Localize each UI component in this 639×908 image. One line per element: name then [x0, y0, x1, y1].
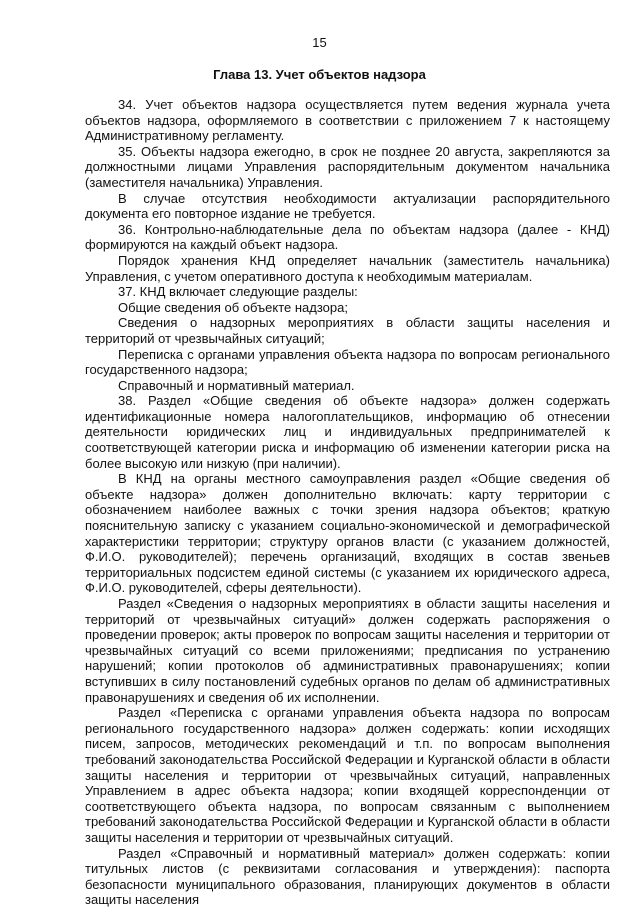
section-list-item: Переписка с органами управления объекта надзора по вопросам регионального государственного надзора;: [85, 346, 610, 378]
chapter-title: Глава 13. Учет объектов надзора: [213, 67, 426, 82]
section-list-item: Справочный и нормативный материал.: [118, 377, 355, 393]
paragraph-37: 37. КНД включает следующие разделы:: [118, 284, 358, 300]
paragraph-section-reference: Раздел «Справочный и нормативный материал» должен содержать: копии титульных листов (с реквизитами согласования и утверждения): паспорта безопасности муниципального образования, планирующих документов в области защиты населения: [85, 845, 610, 908]
section-list-item: Сведения о надзорных мероприятиях в области защиты населения и территорий от чрезвычайных ситуаций;: [85, 315, 610, 346]
document-body: [85, 97, 610, 908]
paragraph-38: 38. Раздел «Общие сведения об объекте надзора» должен содержать идентификационные номера налогоплательщиков, информацию об отнесении деятельности юридических лиц и индивидуальных предпринимателей к соответствующей категории риска и информацию об изменении категории риска на более высокую или низкую (при наличии).: [85, 393, 610, 471]
paragraph-36-storage: Порядок хранения КНД определяет начальник (заместитель начальника) Управления, с учетом оперативного доступа к необходимым материалам.: [85, 252, 610, 284]
paragraph-knd-local-government: В КНД на органы местного самоуправления раздел «Общие сведения об объекте надзора» должен дополнительно включать: карту территории с обозначением наиболее важных с точки зрения надзора объектов; краткую пояснительную записку с указанием социально-экономической и демографической характеристики территории; структуру органов власти (с указанием должностей, Ф.И.О. руководителей); перечень организаций, входящих в состав звеньев территориальных подсистем единой системы (с указанием их юридического адреса, Ф.И.О. руководителей, сферы деятельности).: [85, 471, 610, 596]
paragraph-section-inspections: Раздел «Сведения о надзорных мероприятиях в области защиты населения и территорий от чрезвычайных ситуаций» должен содержать распоряжения о проведении проверок; акты проверок по вопросам защиты населения и территории от чрезвычайных ситуаций со всеми приложениями; предписания по устранению нарушений; копии протоколов об административных правонарушениях; копии вступивших в силу постановлений судебных органов по делам об административных правонарушениях и сведения об их исполнении.: [85, 596, 610, 705]
paragraph-35-note: В случае отсутствия необходимости актуализации распорядительного документа его повторное издание не требуется.: [85, 190, 610, 222]
paragraph-35: 35. Объекты надзора ежегодно, в срок не позднее 20 августа, закрепляются за должностными лицами Управления распорядительным документом начальника (заместителя начальника) Управления.: [85, 143, 610, 190]
section-list-item: Общие сведения об объекте надзора;: [118, 299, 348, 315]
page-number: 15: [312, 35, 327, 50]
paragraph-34: 34. Учет объектов надзора осуществляется путем ведения журнала учета объектов надзора, оформляемого в соответствии с приложением 7 к настоящему Административному регламенту.: [85, 97, 610, 144]
paragraph-section-correspondence: Раздел «Переписка с органами управления объекта надзора по вопросам регионального государственного надзора» должен содержать: копии исходящих писем, запросов, методических рекомендаций и т.п. по вопросам выполнения требований законодательства Российской Федерации и Курганской области в области защиты населения и территории от чрезвычайных ситуаций, направленных Управлением в адрес объекта надзора; копии входящей корреспонденции от соответствующего объекта надзора, по вопросам связанным с выполнением требований законодательства Российской Федерации и Курганской области в области защиты населения и территории от чрезвычайных ситуаций.: [85, 705, 610, 845]
paragraph-36: 36. Контрольно-наблюдательные дела по объектам надзора (далее - КНД) формируются на каждый объект надзора.: [85, 221, 610, 253]
